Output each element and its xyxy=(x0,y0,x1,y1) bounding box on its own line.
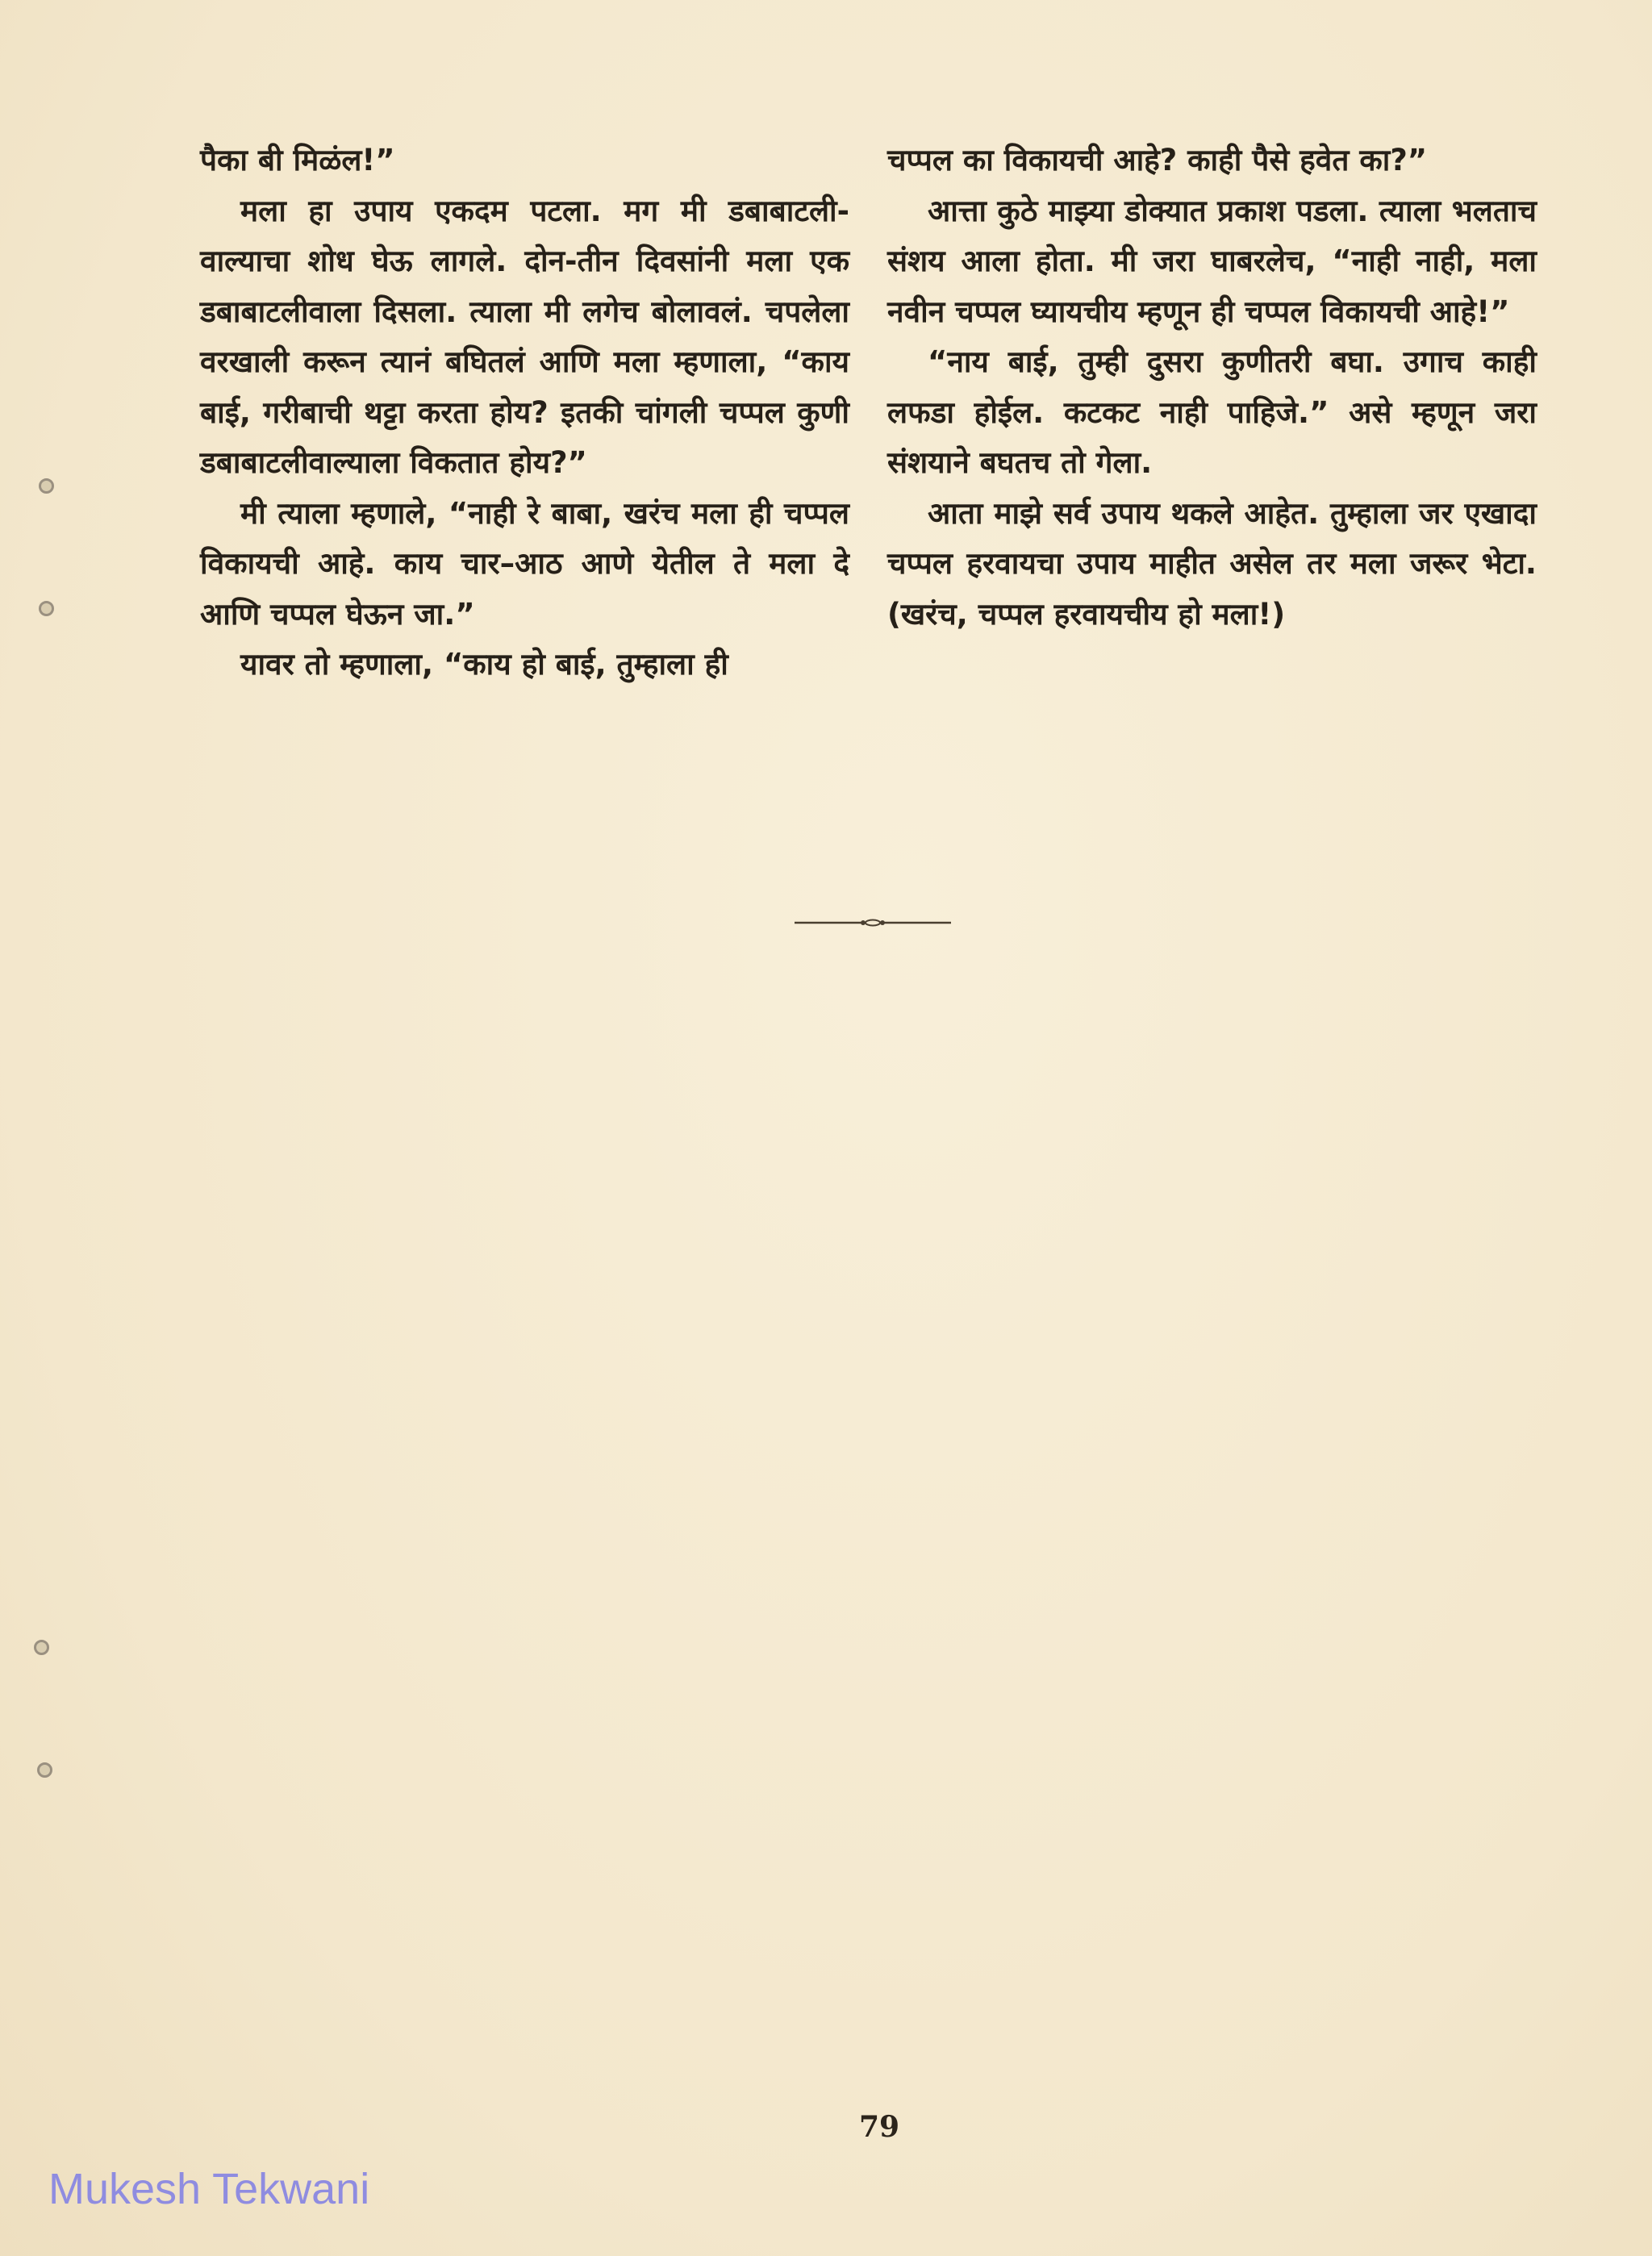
punch-hole-icon xyxy=(34,1640,49,1655)
paragraph: आता माझे सर्व उपाय थकले आहेत. तुम्हाला जर एखादा चप्पल हरवायचा उपाय माहीत असेल तर मला जरूर भेटा. (खरंच, चप्पल हरवायचीय हो मला!) xyxy=(887,495,1537,632)
paragraph: आत्ता कुठे माझ्या डोक्यात प्रकाश पडला. त्याला भलताच संशय आला होता. मी जरा घाबरलेच, “नाही नाही, मला नवीन चप्पल घ्यायचीय म्हणून ही चप्पल विकायची आहे!” xyxy=(887,193,1537,329)
paragraph: पैका बी मिळंल!” xyxy=(200,143,395,177)
punch-hole-icon xyxy=(39,478,54,494)
ornamental-divider-icon xyxy=(795,918,951,928)
paragraph: मला हा उपाय एकदम पटला. मग मी डबाबाटली-वाल्याचा शोध घेऊ लागले. दोन-तीन दिवसांनी मला एक डबाबाटलीवाला दिसला. त्याला मी लगेच बोलावलं. चपलेला वरखाली करून त्यानं बघितलं आणि मला म्हणाला, “काय बाई, गरीबाची थट्टा करता होय? इतकी चांगली चप्पल कुणी डबाबाटलीवाल्याला विकतात होय?” xyxy=(200,193,849,480)
punch-hole-icon xyxy=(37,1762,52,1778)
paragraph: मी त्याला म्हणाले, “नाही रे बाबा, खरंच मला ही चप्पल विकायची आहे. काय चार–आठ आणे येतील ते मला दे आणि चप्पल घेऊन जा.” xyxy=(200,495,849,632)
right-column xyxy=(887,136,1537,640)
punch-hole-icon xyxy=(39,601,54,616)
page-number: 79 xyxy=(858,2110,900,2144)
left-column xyxy=(200,136,849,690)
paragraph: “नाय बाई, तुम्ही दुसरा कुणीतरी बघा. उगाच काही लफडा होईल. कटकट नाही पाहिजे.” असे म्हणून जरा संशयाने बघतच तो गेला. xyxy=(887,344,1537,480)
paragraph: यावर तो म्हणाला, “काय हो बाई, तुम्हाला ही xyxy=(240,647,728,682)
watermark: Mukesh Tekwani xyxy=(48,2165,370,2213)
paragraph: चप्पल का विकायची आहे? काही पैसे हवेत का?” xyxy=(887,143,1428,177)
